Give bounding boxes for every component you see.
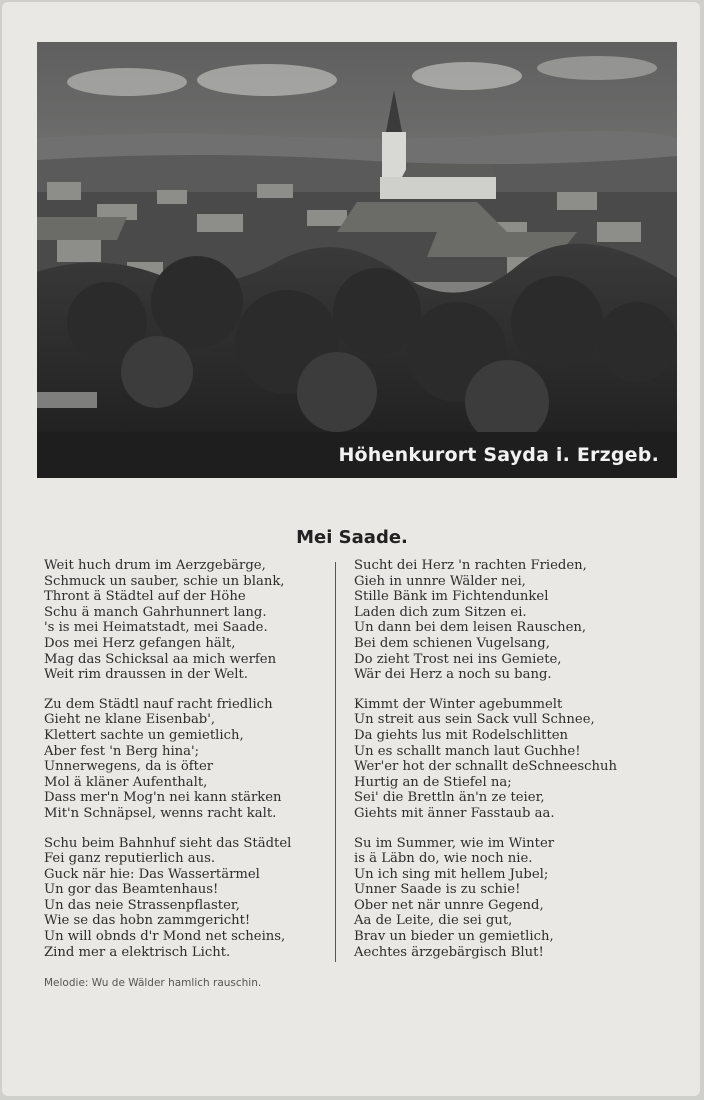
- poem-line: Unnerwegens, da is öfter: [44, 759, 214, 775]
- poem-line: Guck när hie: Das Wassertärmel: [44, 866, 260, 882]
- poem-line: Dos mei Herz gefangen hält,: [44, 635, 236, 651]
- poem-stanza: [354, 697, 664, 822]
- poem-line: Wär dei Herz a noch su bang.: [354, 667, 552, 683]
- town-panorama-image: [37, 42, 677, 478]
- poem-line: Mag das Schicksal aa mich werfen: [44, 651, 277, 667]
- poem-title: Mei Saade.: [296, 527, 408, 548]
- poem-line: Un gor das Beamtenhaus!: [44, 882, 219, 898]
- poem-line: Schu beim Bahnhuf sieht das Städtel: [44, 835, 292, 851]
- poem-line: Unner Saade is zu schie!: [354, 882, 521, 898]
- poem-line: Stille Bänk im Fichtendunkel: [354, 589, 549, 605]
- poem-stanza: [354, 558, 664, 683]
- poem-line: Sucht dei Herz 'n rachten Frieden,: [354, 558, 587, 573]
- poem-line: Mol ä kläner Aufenthalt,: [44, 774, 208, 790]
- poem-line: Weit rim draussen in der Welt.: [44, 667, 248, 683]
- poem-line: Wer'er hot der schnallt deSchneeschuh: [354, 759, 618, 775]
- poem-line: Un will obnds d'r Mond net scheins,: [44, 929, 286, 945]
- poem-line: Gieht ne klane Eisenbab',: [44, 712, 216, 728]
- poem-line: Un ich sing mit hellem Jubel;: [354, 866, 549, 882]
- poem-line: Weit huch drum im Aerzgebärge,: [44, 558, 266, 573]
- poem-line: Hurtig an de Stiefel na;: [354, 774, 512, 790]
- poem-stanza: [44, 697, 329, 822]
- poem-line: 's is mei Heimatstadt, mei Saade.: [44, 620, 268, 636]
- poem-stanza: [354, 836, 664, 961]
- poem-line: Giehts mit änner Fasstaub aa.: [354, 805, 555, 821]
- poem-line: Do zieht Trost nei ins Gemiete,: [354, 651, 562, 667]
- poem-line: Da giehts lus mit Rodelschlitten: [354, 727, 569, 743]
- poem-line: Aber fest 'n Berg hina';: [44, 743, 200, 759]
- photo-caption: Höhenkurort Sayda i. Erzgeb.: [338, 444, 659, 466]
- poem-line: Un dann bei dem leisen Rauschen,: [354, 620, 587, 636]
- column-divider: [335, 562, 336, 962]
- poem-line: Bei dem schienen Vugelsang,: [354, 635, 550, 651]
- poem-line: Schu ä manch Gahrhunnert lang.: [44, 604, 267, 620]
- poem-line: Mit'n Schnäpsel, wenns racht kalt.: [44, 805, 277, 821]
- poem-line: Aechtes ärzgebärgisch Blut!: [354, 944, 544, 960]
- poem-stanza: [44, 558, 329, 683]
- town-photo: [37, 42, 677, 478]
- poem-left-column: [44, 558, 329, 974]
- poem-line: Aa de Leite, die sei gut,: [354, 913, 513, 929]
- poem-line: Zind mer a elektrisch Licht.: [44, 944, 231, 960]
- poem-line: Thront ä Städtel auf der Höhe: [44, 589, 246, 605]
- poem-line: Schmuck un sauber, schie un blank,: [44, 573, 285, 589]
- poem-line: Wie se das hobn zammgericht!: [44, 913, 251, 929]
- poem-line: Kimmt der Winter agebummelt: [354, 696, 563, 712]
- poem-line: Un es schallt manch laut Guchhe!: [354, 743, 581, 759]
- poem-line: Klettert sachte un gemietlich,: [44, 727, 244, 743]
- poem-line: Ober net när unnre Gegend,: [354, 897, 544, 913]
- poem-line: Zu dem Städtl nauf racht friedlich: [44, 696, 273, 712]
- poem-line: Laden dich zum Sitzen ei.: [354, 604, 527, 620]
- poem-line: Sei' die Brettln än'n ze teier,: [354, 790, 545, 806]
- poem-line: Gieh in unnre Wälder nei,: [354, 573, 526, 589]
- poem-line: Un streit aus sein Sack vull Schnee,: [354, 712, 595, 728]
- poem-right-column: [354, 558, 664, 974]
- poem-stanza: [44, 836, 329, 961]
- melody-note: Melodie: Wu de Wälder hamlich rauschin.: [44, 977, 262, 989]
- poem-line: Un das neie Strassenpflaster,: [44, 897, 240, 913]
- poem-line: Su im Summer, wie im Winter: [354, 835, 555, 851]
- poem-line: Fei ganz reputierlich aus.: [44, 851, 216, 867]
- poem-line: Dass mer'n Mog'n nei kann stärken: [44, 790, 282, 806]
- poem-line: is ä Läbn do, wie noch nie.: [354, 851, 533, 867]
- poem-line: Brav un bieder un gemietlich,: [354, 929, 554, 945]
